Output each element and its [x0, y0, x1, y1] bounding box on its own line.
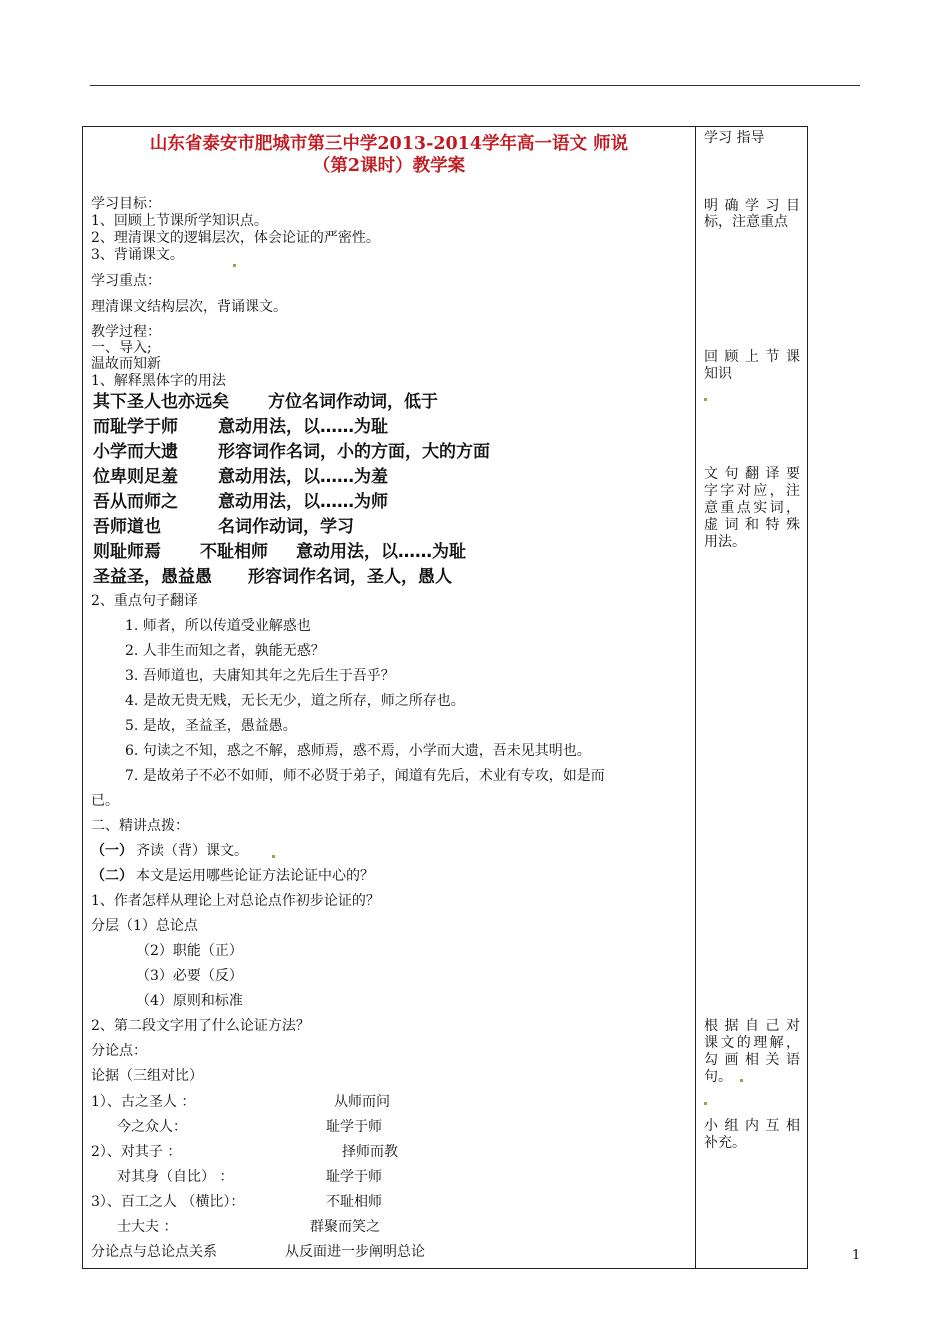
- analysis-question: 1、作者怎样从理论上对总论点作初步论证的？: [91, 893, 380, 909]
- relation-right: 从反面进一步阐明总论: [285, 1244, 425, 1260]
- column-divider: [695, 126, 696, 1269]
- translation-wrap: 已。: [91, 793, 119, 809]
- contrast-right: 从师而问: [334, 1094, 390, 1110]
- translation-item: 6. 句读之不知，惑之不解，惑师焉，惑不焉，小学而大遗，吾未见其明也。: [125, 743, 591, 759]
- sidebar-header: 学习 指导: [704, 130, 765, 146]
- objectives-heading: 学习目标：: [91, 196, 161, 212]
- sidebar-note: 课文的理解，: [704, 1035, 800, 1051]
- translation-item: 3. 吾师道也，夫庸知其年之先后生于吾乎？: [125, 668, 395, 684]
- translation-heading: 2、重点句子翻译: [91, 593, 198, 609]
- analysis-layers: 分层（1）总论点: [91, 918, 198, 934]
- scan-speck: [272, 855, 275, 858]
- usage-note: 意动用法，以……为耻: [218, 417, 388, 437]
- scan-speck: [704, 1102, 707, 1105]
- analysis-heading: 二、精讲点拨：: [91, 818, 189, 834]
- translation-item: 7. 是故弟子不必不如师，师不必贤于弟子，闻道有先后，术业有专攻，如是而: [125, 768, 605, 784]
- contrast-right: 不耻相师: [326, 1194, 382, 1210]
- header-rule: [90, 85, 860, 86]
- scan-speck: [704, 398, 707, 401]
- sidebar-note: 小组内互相: [704, 1118, 800, 1134]
- objective-item: 1、回顾上节课所学知识点。: [91, 213, 268, 229]
- usage-note: 形容词作名词，小的方面，大的方面: [218, 442, 490, 462]
- sidebar-note: 句。: [704, 1069, 732, 1085]
- contrast-left: 对其身（自比） ：: [117, 1169, 234, 1185]
- translation-item: 2. 人非生而知之者，孰能无惑？: [125, 643, 325, 659]
- contrast-right: 耻学于师: [326, 1119, 382, 1135]
- usage-phrase: 其下圣人也亦远矣: [93, 392, 229, 412]
- process-review: 温故而知新: [91, 356, 161, 372]
- process-task: 1、解释黑体字的用法: [91, 373, 226, 389]
- analysis-layer: （3）必要（反）: [136, 968, 243, 984]
- objective-item: 2、理清课文的逻辑层次，体会论证的严密性。: [91, 230, 380, 246]
- sidebar-note: 虚词和特殊: [704, 517, 800, 533]
- doc-title-line2: （第2课时）教学案: [312, 156, 466, 176]
- contrast-left: 2）、对其子 ：: [91, 1144, 182, 1160]
- analysis-question: 2、第二段文字用了什么论证方法？: [91, 1018, 310, 1034]
- usage-note: 意动用法，以……为耻: [296, 542, 466, 562]
- doc-title-line1: 山东省泰安市肥城市第三中学2013-2014学年高一语文 师说: [149, 134, 629, 154]
- analysis-part-text: 本文是运用哪些论证方法论证中心的？: [136, 868, 374, 884]
- sidebar-note: 文句翻译要: [704, 466, 800, 482]
- scan-speck: [233, 264, 236, 267]
- usage-phrase: 小学而大遗: [93, 442, 178, 462]
- usage-phrase: 吾从而师之: [93, 492, 178, 512]
- contrast-left: 今之众人：: [117, 1119, 187, 1135]
- analysis-part-label: （一）: [91, 843, 133, 859]
- process-heading: 教学过程：: [91, 324, 161, 340]
- focus-text: 理清课文结构层次，背诵课文。: [91, 299, 287, 315]
- analysis-part-text: 齐读（背）课文。: [136, 843, 248, 859]
- contrast-left: 士大夫 ：: [117, 1219, 178, 1235]
- translation-item: 1. 师者，所以传道受业解惑也: [125, 618, 311, 634]
- contrast-right: 耻学于师: [326, 1169, 382, 1185]
- contrast-left: 1）、古之圣人 ：: [91, 1094, 196, 1110]
- scan-speck: [740, 1079, 743, 1082]
- analysis-layer: （4）原则和标准: [136, 993, 243, 1009]
- sidebar-note: 字字对应，注: [704, 483, 800, 499]
- usage-phrase: 而耻学于师: [93, 417, 178, 437]
- analysis-subpoint: 分论点：: [91, 1043, 147, 1059]
- analysis-layer: （2）职能（正）: [136, 943, 243, 959]
- sidebar-note: 意重点实词，: [704, 500, 800, 516]
- usage-note: 形容词作名词，圣人，愚人: [248, 567, 452, 587]
- usage-phrase: 圣益圣，愚益愚: [93, 567, 212, 587]
- sidebar-note: 用法。: [704, 534, 746, 550]
- contrast-right: 择师而教: [342, 1144, 398, 1160]
- usage-phrase: 则耻师焉: [93, 542, 161, 562]
- sidebar-note: 补充。: [704, 1135, 746, 1151]
- sidebar-note: 回顾上节课: [704, 349, 800, 365]
- sidebar-note: 勾画相关语: [704, 1052, 800, 1068]
- translation-item: 4. 是故无贵无贱，无长无少，道之所存，师之所存也。: [125, 693, 465, 709]
- analysis-evidence: 论据（三组对比）: [91, 1068, 203, 1084]
- sidebar-note: 标，注意重点: [704, 214, 788, 230]
- sidebar-note: 明确学习目: [704, 198, 800, 214]
- objective-item: 3、背诵课文。: [91, 247, 184, 263]
- usage-note: 意动用法，以……为羞: [218, 467, 388, 487]
- usage-note: 方位名词作动词，低于: [268, 392, 438, 412]
- usage-phrase: 不耻相师: [200, 542, 268, 562]
- focus-heading: 学习重点：: [91, 273, 161, 289]
- page-number: 1: [852, 1248, 861, 1263]
- process-intro: 一、导入;: [91, 340, 152, 356]
- contrast-left: 3）、百工之人 （横比）：: [91, 1194, 245, 1210]
- usage-phrase: 位卑则足羞: [93, 467, 178, 487]
- sidebar-note: 根据自己对: [704, 1018, 800, 1034]
- usage-note: 名词作动词，学习: [218, 517, 354, 537]
- translation-item: 5. 是故，圣益圣，愚益愚。: [125, 718, 297, 734]
- usage-phrase: 吾师道也: [93, 517, 161, 537]
- sidebar-note: 知识: [704, 366, 732, 382]
- relation-left: 分论点与总论点关系: [91, 1244, 217, 1260]
- analysis-part-label: （二）: [91, 868, 133, 884]
- usage-note: 意动用法，以……为师: [218, 492, 388, 512]
- contrast-right: 群聚而笑之: [310, 1219, 380, 1235]
